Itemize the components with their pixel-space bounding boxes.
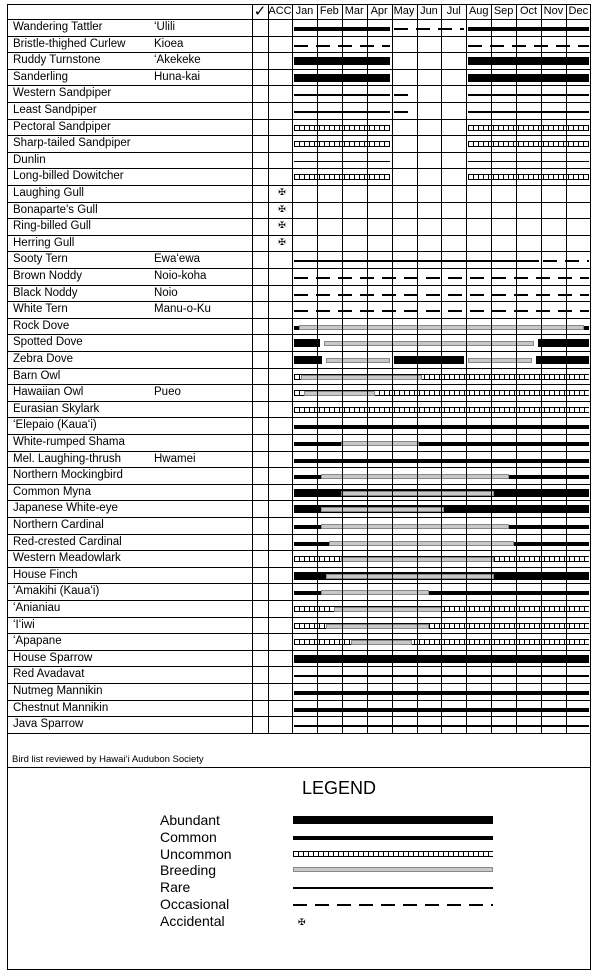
checkbox-cell[interactable] bbox=[252, 53, 268, 69]
species-name: ʻAnianiau bbox=[13, 602, 61, 614]
species-row bbox=[7, 418, 591, 435]
breeding-bar bbox=[304, 391, 375, 396]
month-header: Feb bbox=[319, 5, 339, 17]
month-header: Mar bbox=[344, 5, 364, 17]
checkbox-cell[interactable] bbox=[252, 418, 268, 434]
checkbox-cell[interactable] bbox=[252, 335, 268, 351]
checkbox-cell[interactable] bbox=[252, 385, 268, 401]
accidental-icon: ✠ bbox=[278, 203, 286, 214]
species-name: Barn Owl bbox=[13, 369, 61, 382]
legend-label: Rare bbox=[160, 879, 191, 896]
species-name: Sooty Tern bbox=[13, 253, 68, 266]
checkbox-cell[interactable] bbox=[252, 37, 268, 53]
species-row bbox=[7, 252, 591, 269]
checkbox-cell[interactable] bbox=[252, 435, 268, 451]
hawaiian-name: Manu-o-Ku bbox=[154, 303, 211, 316]
checkbox-cell[interactable] bbox=[252, 136, 268, 152]
checkbox-cell[interactable] bbox=[252, 634, 268, 650]
month-header: Oct bbox=[519, 5, 538, 17]
footer-note bbox=[7, 752, 591, 768]
species-name: Least Sandpiper bbox=[13, 104, 97, 116]
month-header: May bbox=[393, 5, 415, 17]
checkbox-cell[interactable] bbox=[252, 667, 268, 683]
checkbox-cell[interactable] bbox=[252, 252, 268, 268]
abundant-bar bbox=[468, 74, 589, 82]
abundant-bar bbox=[538, 339, 589, 347]
column-divider bbox=[268, 4, 269, 734]
column-divider bbox=[491, 4, 492, 734]
checkbox-cell[interactable] bbox=[252, 203, 268, 219]
rare-legend-bar bbox=[293, 887, 493, 889]
species-name: House Finch bbox=[13, 568, 78, 581]
month-header: Dec bbox=[568, 5, 589, 17]
column-divider bbox=[292, 4, 293, 734]
column-divider bbox=[317, 4, 318, 734]
checkbox-cell[interactable] bbox=[252, 501, 268, 517]
species-name: Spotted Dove bbox=[13, 336, 83, 349]
checkbox-cell[interactable] bbox=[252, 352, 268, 368]
species-row bbox=[7, 302, 591, 319]
month-header: Sep bbox=[493, 5, 514, 17]
species-name: Brown Noddy bbox=[13, 270, 83, 282]
breeding-bar bbox=[341, 491, 494, 496]
species-row bbox=[7, 684, 591, 701]
species-name: Japanese White-eye bbox=[13, 502, 118, 515]
species-name: Zebra Dove bbox=[13, 353, 74, 365]
header-row bbox=[7, 4, 591, 20]
species-row bbox=[7, 37, 591, 54]
species-name: Dunlin bbox=[13, 153, 46, 166]
species-name: Western Sandpiper bbox=[13, 87, 112, 100]
species-row bbox=[7, 219, 591, 236]
species-name: Northern Mockingbird bbox=[13, 469, 123, 482]
month-header: Jul bbox=[446, 5, 461, 17]
species-name: Nutmeg Mannikin bbox=[13, 685, 103, 697]
species-name: Northern Cardinal bbox=[13, 519, 104, 531]
breeding-bar bbox=[334, 607, 442, 612]
species-name: White Tern bbox=[13, 303, 68, 316]
check-column-header: ✓ bbox=[253, 3, 267, 20]
uncommon-legend-bar bbox=[293, 851, 493, 857]
checkbox-cell[interactable] bbox=[252, 551, 268, 567]
checkbox-cell[interactable] bbox=[252, 20, 268, 36]
species-row bbox=[7, 369, 591, 386]
breeding-bar bbox=[321, 524, 509, 529]
species-row bbox=[7, 103, 591, 120]
legend-label: Common bbox=[160, 828, 217, 845]
checkbox-cell[interactable] bbox=[252, 684, 268, 700]
column-divider bbox=[392, 4, 393, 734]
rare-bar bbox=[468, 161, 589, 163]
checkbox-cell[interactable] bbox=[252, 468, 268, 484]
species-row bbox=[7, 169, 591, 186]
hawaiian-name: Hwamei bbox=[154, 452, 196, 465]
species-name: Sanderling bbox=[13, 70, 68, 83]
legend-label: Uncommon bbox=[160, 845, 232, 862]
uncommon-bar bbox=[468, 174, 589, 180]
species-row bbox=[7, 402, 591, 419]
checkbox-cell[interactable] bbox=[252, 103, 268, 119]
column-divider bbox=[252, 4, 253, 734]
hawaiian-name: Ewaʻewa bbox=[154, 253, 201, 266]
species-name: Laughing Gull bbox=[13, 187, 84, 199]
species-name: House Sparrow bbox=[13, 651, 93, 664]
checkbox-cell[interactable] bbox=[252, 70, 268, 86]
species-name: ʻElepaio (Kauaʻi) bbox=[13, 419, 97, 432]
species-row bbox=[7, 717, 591, 734]
species-row bbox=[7, 435, 591, 452]
accidental-icon: ✠ bbox=[298, 916, 306, 927]
checkbox-cell[interactable] bbox=[252, 518, 268, 534]
abundant-bar bbox=[536, 356, 589, 364]
column-divider bbox=[541, 4, 542, 734]
hawaiian-name: Kioea bbox=[154, 37, 184, 50]
species-row bbox=[7, 269, 591, 286]
species-row bbox=[7, 535, 591, 552]
column-divider bbox=[441, 4, 442, 734]
species-row bbox=[7, 701, 591, 718]
breeding-bar bbox=[301, 375, 422, 380]
rare-bar bbox=[468, 111, 589, 113]
accidental-icon: ✠ bbox=[278, 220, 286, 231]
common-bar bbox=[468, 27, 589, 31]
checkbox-cell[interactable] bbox=[252, 86, 268, 102]
species-name: ʻApapane bbox=[13, 635, 62, 648]
legend-label: Accidental bbox=[160, 912, 225, 929]
column-divider bbox=[342, 4, 343, 734]
month-header: Jun bbox=[420, 5, 438, 17]
species-row bbox=[7, 452, 591, 469]
species-row bbox=[7, 53, 591, 70]
species-row bbox=[7, 335, 591, 352]
species-name: Eurasian Skylark bbox=[13, 402, 100, 415]
checkbox-cell[interactable] bbox=[252, 319, 268, 335]
breeding-bar bbox=[326, 358, 389, 363]
checkbox-cell[interactable] bbox=[252, 717, 268, 733]
legend-label: Occasional bbox=[160, 896, 230, 912]
species-name: Sharp-tailed Sandpiper bbox=[13, 137, 131, 150]
uncommon-bar bbox=[468, 141, 589, 147]
checkbox-cell[interactable] bbox=[252, 153, 268, 169]
species-row bbox=[7, 518, 591, 535]
species-row bbox=[7, 120, 591, 137]
breeding-bar bbox=[321, 590, 429, 595]
breeding-bar bbox=[326, 574, 494, 579]
species-name: Bristle-thighed Curlew bbox=[13, 37, 126, 50]
abundant-bar bbox=[468, 57, 589, 65]
abundant-legend-bar bbox=[293, 816, 493, 824]
checkbox-cell[interactable] bbox=[252, 120, 268, 136]
species-name: Herring Gull bbox=[13, 236, 75, 249]
species-row bbox=[7, 286, 591, 303]
species-row bbox=[7, 601, 591, 618]
legend-title: LEGEND bbox=[302, 778, 377, 798]
checkbox-cell[interactable] bbox=[252, 186, 268, 202]
species-name: ʻIʻiwi bbox=[13, 618, 35, 631]
hawaiian-name: ʻAkekeke bbox=[154, 54, 201, 67]
column-divider bbox=[516, 4, 517, 734]
hawaiian-name: ʻUlili bbox=[154, 21, 176, 33]
species-name: Ring-billed Gull bbox=[13, 220, 91, 233]
checkbox-cell[interactable] bbox=[252, 485, 268, 501]
month-header: Apr bbox=[370, 5, 388, 17]
species-name: Bonaparte's Gull bbox=[13, 203, 98, 216]
species-row bbox=[7, 568, 591, 585]
occasional-bar bbox=[468, 45, 589, 47]
breeding-bar bbox=[341, 557, 494, 562]
checkbox-cell[interactable] bbox=[252, 584, 268, 600]
footer-text: Bird list reviewed by Hawaiʻi Audubon Society bbox=[12, 754, 204, 765]
species-name: Common Myna bbox=[13, 485, 91, 498]
breeding-bar bbox=[468, 358, 531, 363]
species-row bbox=[7, 385, 591, 402]
species-name: Hawaiian Owl bbox=[13, 386, 84, 399]
species-row bbox=[7, 485, 591, 502]
column-divider bbox=[417, 4, 418, 734]
species-name: Chestnut Mannikin bbox=[13, 701, 109, 714]
species-name: Ruddy Turnstone bbox=[13, 54, 101, 67]
species-row bbox=[7, 618, 591, 635]
legend-label: Breeding bbox=[160, 862, 217, 879]
checkbox-cell[interactable] bbox=[252, 618, 268, 634]
hawaiian-name: Pueo bbox=[154, 386, 181, 399]
accidental-icon: ✠ bbox=[278, 187, 286, 197]
month-header: Jan bbox=[295, 5, 314, 17]
month-header: Nov bbox=[543, 5, 564, 17]
species-row bbox=[7, 203, 591, 220]
species-name: Red-crested Cardinal bbox=[13, 535, 122, 548]
checkbox-cell[interactable] bbox=[252, 601, 268, 617]
breeding-legend-bar bbox=[293, 867, 493, 872]
checkbox-cell[interactable] bbox=[252, 568, 268, 584]
species-row bbox=[7, 20, 591, 37]
checkbox-cell[interactable] bbox=[252, 535, 268, 551]
abundant-bar bbox=[394, 356, 465, 364]
checkbox-cell[interactable] bbox=[252, 169, 268, 185]
accidental-icon: ✠ bbox=[278, 236, 286, 247]
species-row bbox=[7, 153, 591, 170]
species-row bbox=[7, 651, 591, 668]
species-row bbox=[7, 352, 591, 369]
occasional-bar bbox=[394, 94, 415, 96]
rare-bar bbox=[468, 94, 589, 96]
common-legend-bar bbox=[293, 836, 493, 840]
hawaiian-name: Huna-kai bbox=[154, 70, 201, 83]
checkbox-cell[interactable] bbox=[252, 302, 268, 318]
checkbox-cell[interactable] bbox=[252, 651, 268, 667]
species-row bbox=[7, 136, 591, 153]
species-row bbox=[7, 584, 591, 601]
species-row bbox=[7, 501, 591, 518]
hawaiian-name: Noio-koha bbox=[154, 270, 207, 282]
checkbox-cell[interactable] bbox=[252, 452, 268, 468]
checkbox-cell[interactable] bbox=[252, 286, 268, 302]
species-name: Rock Dove bbox=[13, 319, 70, 332]
species-row bbox=[7, 319, 591, 336]
species-name: Long-billed Dowitcher bbox=[13, 170, 124, 183]
abundant-bar bbox=[294, 356, 322, 364]
checkbox-cell[interactable] bbox=[252, 219, 268, 235]
species-row bbox=[7, 551, 591, 568]
breeding-bar bbox=[321, 507, 444, 512]
species-row bbox=[7, 86, 591, 103]
checkbox-cell[interactable] bbox=[252, 701, 268, 717]
species-name: Western Meadowlark bbox=[13, 552, 121, 565]
species-name: Pectoral Sandpiper bbox=[13, 120, 111, 133]
breeding-bar bbox=[321, 474, 509, 479]
breeding-bar bbox=[329, 541, 514, 546]
occasional-legend-bar bbox=[293, 904, 493, 906]
species-name: Mel. Laughing-thrush bbox=[13, 452, 122, 465]
checkbox-cell[interactable] bbox=[252, 236, 268, 252]
checkbox-cell[interactable] bbox=[252, 369, 268, 385]
species-row bbox=[7, 634, 591, 651]
species-row bbox=[7, 667, 591, 684]
column-divider bbox=[566, 4, 567, 734]
column-divider bbox=[367, 4, 368, 734]
column-divider bbox=[466, 4, 467, 734]
occasional-bar bbox=[394, 111, 415, 113]
species-name: White-rumped Shama bbox=[13, 436, 125, 448]
species-row bbox=[7, 468, 591, 485]
species-row bbox=[7, 186, 591, 203]
breeding-bar bbox=[324, 341, 534, 346]
uncommon-bar bbox=[468, 125, 589, 131]
occasional-bar bbox=[394, 28, 465, 30]
acc-column-header: ACC bbox=[268, 5, 292, 17]
species-row bbox=[7, 70, 591, 87]
legend-label: Abundant bbox=[160, 812, 220, 828]
checkbox-cell[interactable] bbox=[252, 269, 268, 285]
species-name: Wandering Tattler bbox=[13, 21, 103, 33]
species-name: Red Avadavat bbox=[13, 668, 85, 681]
species-name: Black Noddy bbox=[13, 286, 78, 299]
breeding-bar bbox=[351, 640, 412, 645]
species-name: ʻAmakihi (Kauaʻi) bbox=[13, 585, 100, 598]
month-header: Aug bbox=[468, 5, 489, 17]
species-name: Java Sparrow bbox=[13, 718, 84, 731]
hawaiian-name: Noio bbox=[154, 286, 178, 299]
breeding-bar bbox=[341, 441, 419, 446]
species-row bbox=[7, 236, 591, 253]
checkbox-cell[interactable] bbox=[252, 402, 268, 418]
